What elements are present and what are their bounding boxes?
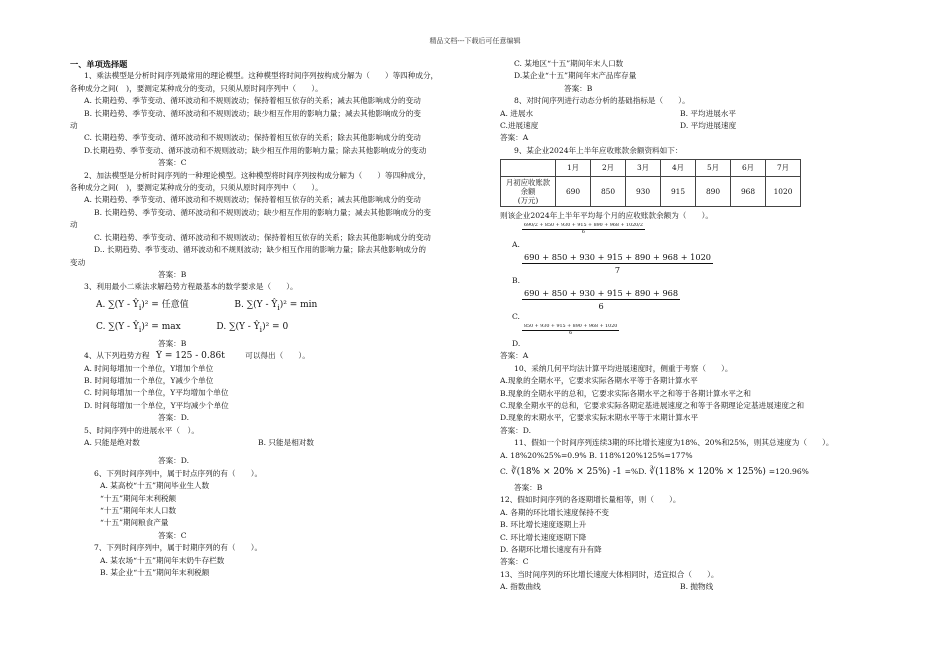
- q9-option-c-formula: [500, 287, 880, 311]
- q4-stem-pre: 4、从下列趋势方程: [84, 351, 150, 361]
- q7-option-d: D.某企业“十五”期间年末产品库存量: [514, 71, 637, 81]
- q11-d-formula: ∛(118% × 120% × 125%): [649, 466, 766, 477]
- q5-stem: 5、时间序列中的进展水平（ ）。: [84, 425, 199, 435]
- q3-b-sub: i: [277, 302, 280, 312]
- q2-option-a: A. 长期趋势、季节变动、循环波动和不规则波动；保持着相互依存的关系；减去其他影响成分的变动: [84, 195, 421, 205]
- q3-d-label: D.: [216, 321, 227, 332]
- q2-stem-line1: 2、加法模型是分析时间序列的一种理论模型。这种模型将时间序列按构成分解为（ ）等四种成分，: [84, 170, 431, 180]
- q3-stem: 3、利用最小二乘法求解趋势方程最基本的数学要求是（ ）。: [84, 282, 298, 292]
- q11-options-ab: A. 18%20%25%=0.9% B. 118%120%125%=177%: [500, 450, 693, 460]
- q3-options-cd: [70, 316, 468, 338]
- q12-answer: 答案：C: [500, 557, 529, 567]
- q4-option-a: A. 时间每增加一个单位，Y增加个单位: [84, 363, 214, 373]
- q10-option-c: C.现象全期水平的总和，它要求实际各期定基进展速度之和等于各期理论定基进展速度之和: [500, 400, 805, 410]
- q9-option-a-formula: [500, 223, 880, 239]
- q11-d-rest: =120.96%: [768, 466, 809, 476]
- q7-option-c: C. 某地区“十五”期间年末人口数: [514, 59, 624, 68]
- q9-row-label-1: 月初应收账款余额: [505, 178, 551, 197]
- q6-stem: 6、下列时间序列中，属于时点序列的有（ ）。: [94, 468, 263, 478]
- q10-option-d: D.现象的末期水平，它要求实际末期水平等于末期计算水平: [500, 413, 699, 423]
- q4-stem: [70, 350, 468, 362]
- q7-option-a: A. 某农场“十五”期间年末奶牛存栏数: [100, 555, 225, 565]
- q10-answer: 答案：D.: [500, 425, 532, 435]
- question-8: [500, 95, 880, 145]
- q9-option-b-label: B.: [512, 276, 520, 286]
- q3-answer: 答案：B: [158, 338, 187, 348]
- page-header: 精品文档---下载后可任意编辑: [429, 37, 521, 45]
- question-11: [500, 437, 880, 494]
- q3-d-sub: i: [259, 324, 263, 334]
- q13-stem: 13、当时间序列的环比增长速度大体相同时，适宜拟合（ ）。: [500, 569, 719, 579]
- question-6: [70, 468, 468, 542]
- q12-stem: 12、假如时间序列的各逐期增长量相等，则（ ）。: [500, 495, 681, 505]
- section-title: 一、单项选择题: [70, 59, 128, 69]
- q9-option-d-formula: [500, 324, 880, 338]
- q3-b-label: B.: [234, 299, 244, 310]
- q12-option-d: D. 各期环比增长速度有升有降: [500, 544, 602, 554]
- q6-option-c: “十五”期间年末人口数: [100, 506, 177, 515]
- q5-option-a: A. 只能是绝对数: [84, 437, 140, 447]
- question-7-continued: [500, 58, 880, 95]
- q9-month: 3月: [626, 160, 661, 177]
- q9-table-header-row: [501, 160, 801, 177]
- q9-value: 890: [696, 177, 731, 207]
- question-7: [70, 542, 468, 579]
- q10-option-a: A.现象的全期水平，它要求实际各期水平等于各期计算水平: [500, 376, 698, 386]
- q9-table-corner: [501, 160, 556, 177]
- q9-month: 1月: [556, 160, 591, 177]
- q1-stem-line2: 各种成分之间( )，要测定某种成分的变动，只须从原时间序列中（ ）。: [70, 83, 323, 93]
- question-9: [500, 145, 880, 363]
- q12-option-a: A. 各期的环比增长速度保持不变: [500, 507, 610, 517]
- q9-value: 1020: [766, 177, 801, 207]
- q8-option-b: B. 平均进展水平: [680, 108, 736, 118]
- q9-value: 850: [591, 177, 626, 207]
- q6-option-d: “十五”期间粮食产量: [100, 518, 169, 528]
- q2-option-d: D.. 长期趋势、季节变动、循环波动和不规则波动；缺少相互作用的影响力量；除去其他影响成分的: [94, 245, 426, 255]
- q9-month: 6月: [731, 160, 766, 177]
- q3-b-formula: ∑(Y - Ŷ: [246, 299, 278, 310]
- q2-stem-line2: 各种成分之间( )，要测定某种成分的变动，只须从原时间序列中（ ）。: [70, 183, 323, 193]
- q8-option-a: A. 进展水: [500, 108, 534, 118]
- q3-a-rest: )² = 任意值: [141, 299, 189, 310]
- q9-value: 915: [661, 177, 696, 207]
- q9-c-numerator: 690 + 850 + 930 + 915 + 890 + 968: [524, 288, 679, 299]
- q9-c-denominator: 6: [598, 301, 604, 312]
- q9-option-c-label: C.: [512, 312, 520, 322]
- q3-c-rest: )² = max: [141, 321, 181, 332]
- q7-answer: 答案：B: [564, 83, 593, 93]
- q3-c-label: C.: [96, 321, 106, 332]
- q9-month: 2月: [591, 160, 626, 177]
- q9-a-numerator: 690/2 + 850 + 930 + 915 + 890 + 968 + 1020/2: [524, 222, 643, 228]
- q13-options-ab: [500, 581, 880, 593]
- q7-option-b: B. 某企业“十五”期间年末利税额: [100, 568, 210, 578]
- q6-option-b: “十五”期间年末利税额: [100, 493, 177, 503]
- q9-row-label: [501, 177, 556, 207]
- q9-option-d-label: D.: [512, 338, 521, 348]
- q1-stem-line1: 1、乘法模型是分析时间序列最常用的理论模型。这种模型将时间序列按构成分解为（ ）等四种成分，: [84, 71, 439, 81]
- q4-option-d: D. 时间每增加一个单位，Y平均减少个单位: [84, 400, 229, 410]
- q9-d-numerator: 850 + 930 + 915 + 890 + 968 + 1020: [524, 323, 618, 329]
- q13-option-b: B. 抛物线: [680, 582, 714, 592]
- q8-options-ab: [500, 108, 880, 120]
- q8-option-c: C.进展速度: [500, 121, 539, 131]
- question-10: [500, 363, 880, 437]
- q3-b-rest: )² = min: [279, 299, 318, 310]
- q3-c-sub: i: [138, 324, 142, 334]
- q9-d-denominator: 6: [569, 330, 573, 336]
- q1-option-b-cont: 动: [70, 121, 78, 131]
- q10-stem: 10、采纳几何平均法计算平均进展速度时，侧重于考察（ ）。: [514, 363, 733, 373]
- left-column: [70, 58, 468, 579]
- right-column: [500, 58, 880, 594]
- q9-a-fraction: [522, 223, 645, 236]
- q3-options-ab: [70, 294, 468, 316]
- q4-option-b: B. 时间每增加一个单位，Y减少个单位: [84, 375, 214, 385]
- q10-option-b: B.现象的全期水平的总和，它要求实际各期水平之和等于各期计算水平之和: [500, 388, 751, 398]
- q9-table-value-row: [501, 177, 801, 207]
- q2-answer: 答案：B: [158, 269, 187, 279]
- q1-answer: 答案：C: [158, 158, 187, 168]
- q5-options-ab: [70, 437, 468, 449]
- q9-answer: 答案：A: [500, 351, 529, 361]
- question-4: [70, 350, 468, 424]
- q1-option-d: D.长期趋势、季节变动、循环波动和不规则波动；缺少相互作用的影响力量；除去其他影响成分的变动: [84, 145, 427, 155]
- q5-option-b: B. 只能是相对数: [258, 437, 314, 447]
- q4-equation: Ŷ = 125 - 0.86t: [156, 351, 225, 362]
- q9-c-fraction: [522, 287, 680, 311]
- q9-table: [500, 159, 801, 207]
- question-13: [500, 569, 880, 594]
- q11-d-label: =%D.: [624, 466, 647, 476]
- q9-value: 690: [556, 177, 591, 207]
- question-12: [500, 494, 880, 568]
- q9-stem: 9、某企业2024年上半年应收账款余额资料如下：: [514, 145, 683, 155]
- q11-c-rest: -1: [613, 466, 622, 477]
- q7-stem: 7、下列时间序列中，属于时期序列的有（ ）。: [94, 543, 263, 553]
- q9-a-denominator: 6: [581, 229, 585, 235]
- q9-value: 930: [626, 177, 661, 207]
- q3-a-sub: i: [138, 302, 142, 312]
- q2-option-b: B. 长期趋势、季节变动、循环波动和不规则波动；缺少相互作用的影响力量；减去其他影响成分的变: [94, 207, 431, 217]
- q11-options-cd: [500, 462, 880, 482]
- q5-answer: 答案：D.: [158, 456, 190, 466]
- q9-month: 5月: [696, 160, 731, 177]
- q8-stem: 8、对时间序列进行动态分析的基础指标是（ ）。: [514, 96, 690, 106]
- q9-row-label-2: (万元): [517, 196, 539, 206]
- q6-option-a: A. 某高校“十五”期间毕业生人数: [100, 481, 210, 491]
- question-1: [70, 70, 468, 169]
- q12-option-b: B. 环比增长速度逐期上升: [500, 520, 587, 530]
- q4-answer: 答案：D.: [158, 413, 190, 423]
- q6-answer: 答案：C: [158, 530, 187, 540]
- q1-option-a: A. 长期趋势、季节变动、循环波动和不规则波动；保持着相互依存的关系；减去其他影响成分的变动: [84, 96, 421, 106]
- q9-month: 7月: [766, 160, 801, 177]
- q9-option-a-label: A.: [512, 239, 520, 249]
- q3-a-label: A.: [96, 299, 106, 310]
- question-3: [70, 281, 468, 350]
- q3-c-formula: ∑(Y - Ŷ: [108, 321, 139, 332]
- q9-month: 4月: [661, 160, 696, 177]
- q11-stem: 11、假如一个时间序列连续3期的环比增长速度为18%、20%和25%，则其总速度为（ ）。: [514, 438, 834, 448]
- q9-option-b-formula: [500, 251, 880, 275]
- q9-d-fraction: [522, 324, 619, 337]
- q1-option-b: B. 长期趋势、季节变动、循环波动和不规则波动；缺少相互作用的影响力量；减去其他影响成分的变: [84, 108, 421, 118]
- q11-c-formula: ∛(18% × 20% × 25%): [510, 466, 611, 477]
- q9-value: 968: [731, 177, 766, 207]
- q3-d-formula: ∑(Y - Ŷ: [229, 321, 260, 332]
- q11-c-label: C.: [500, 466, 508, 476]
- q9-b-numerator: 690 + 850 + 930 + 915 + 890 + 968 + 1020: [524, 252, 711, 263]
- q2-option-d-cont: 变动: [70, 257, 86, 267]
- q4-option-c: C. 时间每增加一个单位，Y平均增加个单位: [84, 388, 229, 398]
- q8-answer: 答案：A: [500, 133, 529, 143]
- q1-option-c: C. 长期趋势、季节变动、循环波动和不规则波动；保持着相互依存的关系；除去其他影响成分的变动: [84, 133, 421, 143]
- q9-b-denominator: 7: [614, 265, 621, 276]
- q8-option-d: D. 平均进展速度: [680, 121, 737, 131]
- question-5: [70, 425, 468, 468]
- question-2: [70, 170, 468, 282]
- q3-d-rest: )² = 0: [262, 321, 289, 332]
- q9-b-fraction: [522, 251, 713, 275]
- q11-answer: 答案：B: [514, 482, 543, 492]
- q3-a-formula: ∑(Y - Ŷ: [108, 299, 139, 310]
- q2-option-b-cont: 动: [70, 220, 78, 230]
- q2-option-c: C. 长期趋势、季节变动、循环波动和不规则波动；保持着相互依存的关系；除去其他影响成分的变动: [94, 232, 431, 242]
- q4-stem-post: 可以得出（ ）。: [245, 351, 310, 361]
- q13-option-a: A. 指数曲线: [500, 582, 541, 592]
- q8-options-cd: [500, 120, 880, 132]
- q12-option-c: C. 环比增长速度逐期下降: [500, 532, 587, 542]
- q9-question: 则该企业2024年上半年平均每个月的应收账款余额为（ ）。: [500, 211, 713, 221]
